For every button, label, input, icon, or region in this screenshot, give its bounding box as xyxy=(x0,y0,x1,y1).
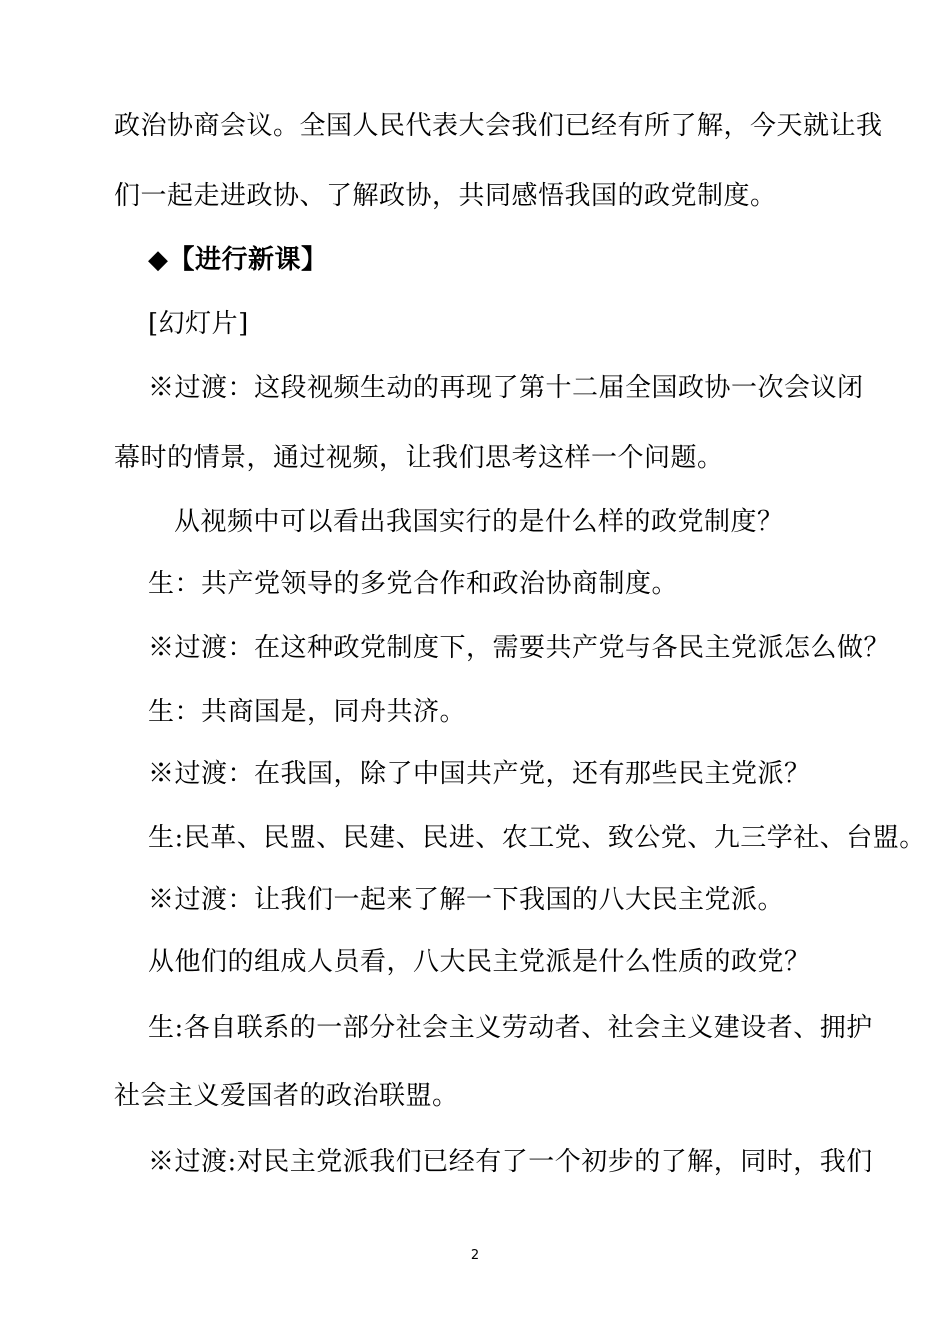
paragraph-line: 生：共商国是，同舟共济。 xyxy=(148,697,467,727)
paragraph-line: 从他们的组成人员看，八大民主党派是什么性质的政党？ xyxy=(148,947,811,977)
paragraph-line: ※过渡：在这种政党制度下，需要共产党与各民主党派怎么做？ xyxy=(148,633,891,663)
paragraph-line: ※过渡：在我国，除了中国共产党，还有那些民主党派？ xyxy=(148,759,811,789)
section-heading: ◆【进行新课】 xyxy=(148,245,328,275)
paragraph-line: ※过渡:对民主党派我们已经有了一个初步的了解，同时，我们 xyxy=(148,1147,873,1177)
paragraph-line: 从视频中可以看出我国实行的是什么样的政党制度？ xyxy=(174,507,784,537)
paragraph-line: 生:各自联系的一部分社会主义劳动者、社会主义建设者、拥护 xyxy=(148,1013,873,1043)
paragraph-line: 们一起走进政协、了解政协，共同感悟我国的政党制度。 xyxy=(114,181,777,211)
paragraph-line: ※过渡：这段视频生动的再现了第十二届全国政协一次会议闭 xyxy=(148,373,864,403)
paragraph-line: 政治协商会议。全国人民代表大会我们已经有所了解，今天就让我 xyxy=(114,111,883,141)
paragraph-line: ※过渡：让我们一起来了解一下我国的八大民主党派。 xyxy=(148,885,785,915)
paragraph-line: 社会主义爱国者的政治联盟。 xyxy=(114,1081,459,1111)
paragraph-line: 生:民革、民盟、民建、民进、农工党、致公党、九三学社、台盟。 xyxy=(148,823,926,853)
page-number: 2 xyxy=(470,1248,480,1263)
paragraph-line: 生：共产党领导的多党合作和政治协商制度。 xyxy=(148,569,679,599)
paragraph-line: 幕时的情景，通过视频，让我们思考这样一个问题。 xyxy=(114,443,724,473)
slide-marker: [幻灯片] xyxy=(148,309,249,339)
